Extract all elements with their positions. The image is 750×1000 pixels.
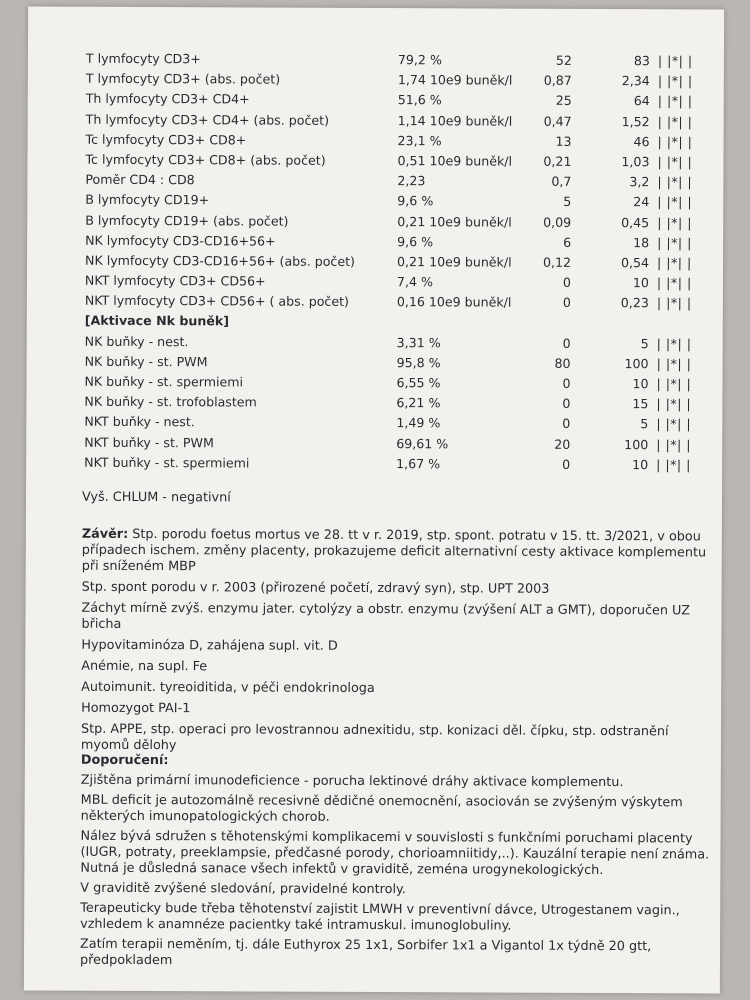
conclusion-item: Stp. APPE, stp. operaci pro levostrannou adnexitidu, stp. konizaci děl. čípku, stp. odstranění myomů dělohy [80,721,669,754]
ref-high: 83 [633,53,650,69]
ref-high: 1,52 [621,113,650,129]
ref-high: 0,54 [620,254,650,271]
ref-high: 10 [632,456,649,472]
range-flag: | |*| | [657,113,693,129]
recommendation-item: Zatím terapii neměním, tj. dále Euthyrox 25 1x1, Sorbifer 1x1 a Vigantol 1x týdně 20 gtt, předpokladem [79,936,652,969]
lab-row [84,452,704,475]
lab-row [86,109,706,132]
lab-row [85,170,705,193]
ref-high: 3,2 [629,174,650,190]
lab-value: 0,51 10e9 buněk/l [397,153,513,169]
lab-row [84,432,704,455]
lab-value: 1,74 10e9 buněk/l [397,72,513,88]
conclusion-intro [82,527,722,578]
lab-name: NK lymfocyty CD3-CD16+56+ (abs. počet) [85,252,356,269]
ref-high: 5 [640,335,649,351]
ref-high: 10 [632,376,649,392]
ref-high: 24 [633,194,650,210]
lab-name: NKT buňky - nest. [84,414,195,430]
range-flag: | |*| | [656,416,692,432]
ref-low: 80 [554,355,571,371]
lab-row [84,412,704,435]
ref-high: 15 [632,396,649,412]
ref-low: 0 [562,456,571,472]
ref-high: 64 [633,93,650,109]
recommendation-section [80,753,721,976]
chlum-result: Vyš. CHLUM - negativní [81,489,231,506]
ref-low: 0 [562,416,571,432]
ref-low: 0,87 [543,72,572,89]
lab-name: Th lymfocyty CD3+ CD4+ [85,91,250,107]
range-flag: | |*| | [656,356,692,372]
recommendation-item: MBL deficit je autozomálně recesivně dědičné onemocnění, asociován se zvýšeným výskytem některých imunopatologických chorob. [80,792,683,825]
range-flag: | |*| | [657,154,693,170]
lab-name: Tc lymfocyty CD3+ CD8+ (abs. počet) [85,151,326,168]
lab-row [85,271,705,294]
recommendation-label: Doporučení: [80,752,169,769]
lab-row [84,392,704,415]
lab-row [85,251,705,274]
conclusion-item: Záchyt mírně zvýš. enzymu jater. cytolýzy a obstr. enzymu (zvýšení ALT a GMT), doporučen UZ břicha [81,600,691,632]
lab-value: 51,6 % [397,92,442,108]
conclusion-item: Anémie, na supl. Fe [81,658,208,675]
lab-name: T lymfocyty CD3+ (abs. počet) [85,70,281,87]
range-flag: | |*| | [656,396,692,412]
lab-row [85,210,705,233]
ref-low: 20 [554,436,571,452]
lab-row [85,352,705,375]
recommendation-items [80,773,721,972]
lab-row [86,129,706,152]
range-flag: | |*| | [656,275,692,291]
lab-name: B lymfocyty CD19+ [85,192,210,208]
ref-high: 0,23 [620,295,649,311]
range-flag: | |*| | [656,456,691,473]
lab-value: 0,21 10e9 buněk/l [397,213,512,230]
ref-low: 0 [562,375,571,391]
lab-row [86,89,706,112]
range-flag: | |*| | [657,133,693,150]
lab-name: [Aktivace Nk buněk] [84,313,230,329]
range-flag: | |*| | [656,335,692,352]
lab-name: T lymfocyty CD3+ [85,50,201,67]
ref-low: 6 [563,234,572,250]
lab-value: 9,6 % [397,233,434,249]
conclusion-label: Závěr: [81,526,129,542]
lab-results-table [84,49,706,476]
lab-value: 1,14 10e9 buněk/l [397,112,513,129]
lab-name: NKT lymfocyty CD3+ CD56+ ( abs. počet) [84,292,349,310]
lab-value: 6,55 % [396,375,441,391]
lab-value: 0,21 10e9 buněk/l [397,253,512,270]
ref-low: 25 [555,93,572,109]
lab-value: 9,6 % [397,193,434,209]
ref-low: 13 [555,133,572,149]
lab-name: NK buňky - st. trofoblastem [84,393,257,410]
range-flag: | |*| | [657,174,693,190]
ref-high: 100 [624,436,649,452]
section-heading [85,311,705,334]
lab-row [85,230,705,253]
ref-high: 100 [624,355,649,372]
recommendation-item: Zjištěna primární imunodeficience - porucha lektinové dráhy aktivace komplementu. [80,772,624,791]
report-page [24,6,724,993]
lab-value: 79,2 % [397,52,442,68]
ref-low: 52 [555,52,572,68]
lab-row [85,331,705,354]
ref-low: 0 [562,295,571,311]
range-flag: | |*| | [656,436,692,452]
range-flag: | |*| | [656,295,692,311]
lab-value: 3,31 % [396,334,441,350]
ref-low: 5 [563,194,572,210]
lab-row [84,372,704,395]
ref-low: 0,47 [543,113,572,129]
range-flag: | |*| | [657,255,692,271]
ref-low: 0,12 [542,254,572,270]
range-flag: | |*| | [657,53,693,69]
lab-name: NKT buňky - st. PWM [84,434,214,450]
lab-row [85,190,705,213]
lab-name: NKT buňky - st. spermiemi [84,454,250,471]
conclusion-items [81,580,722,757]
lab-value: 7,4 % [396,274,433,290]
conclusion-section [81,527,722,762]
ref-high: 1,03 [621,154,650,170]
lab-row [85,291,705,314]
lab-name: NKT lymfocyty CD3+ CD56+ [84,272,266,289]
recommendation-item: Terapeuticky bude třeba těhotenství zajistit LMWH v preventivní dávce, Utrogestanem vagin., vzhledem k anamnéze pacientky také intramuskul. imunoglobuliny. [80,900,680,934]
range-flag: | |*| | [656,376,692,392]
lab-name: NK buňky - nest. [84,333,189,349]
range-flag: | |*| | [657,73,693,89]
lab-row [86,49,706,72]
conclusion-item: Stp. spont porodu v r. 2003 (přirozené početí, zdravý syn), stp. UPT 2003 [81,579,550,597]
lab-value: 23,1 % [397,132,442,149]
ref-low: 0 [562,274,571,290]
lab-value: 2,23 [397,173,426,189]
ref-high: 10 [632,275,649,291]
lab-name: Th lymfocyty CD3+ CD4+ (abs. počet) [85,111,330,128]
lab-name: B lymfocyty CD19+ (abs. počet) [85,212,289,229]
conclusion-intro-text: Stp. porodu foetus mortus ve 28. tt v r. 2019, stp. spont. potratu v 15. tt. 3/2021, v obou případech ischem. změny placenty, prokazujeme deficit alternativní cesty aktivace komplementu při sníženém MBP [81,526,707,575]
ref-high: 5 [640,416,649,432]
lab-value: 69,61 % [396,435,449,451]
lab-name: NK buňky - st. PWM [84,353,208,370]
recommendation-item: V graviditě zvýšené sledování, pravidelné kontroly. [80,880,406,898]
recommendation-item: Nález bývá sdružen s těhotenskými komplikacemi v souvislosti s funkčními poruchami placenty (IUGR, potraty, preeklampsie, předčasné porody, chorioamniitidy,..). Kauzální terapie není známa. Nutná je důsledná sanace všech infektů v graviditě, zeména urogynekologických. [80,828,710,879]
lab-name: Poměr CD4 : CD8 [85,171,195,188]
ref-high: 2,34 [621,73,650,89]
ref-high: 46 [633,133,650,149]
lab-row [85,150,705,173]
ref-low: 0,09 [543,214,572,230]
ref-high: 18 [633,234,650,250]
ref-low: 0 [562,396,571,412]
ref-low: 0,7 [551,173,572,189]
conclusion-item: Hypovitaminóza D, zahájena supl. vit. D [81,637,338,654]
lab-value: 1,67 % [396,455,441,472]
lab-value: 6,21 % [396,395,441,411]
range-flag: | |*| | [657,93,693,109]
lab-value: 0,16 10e9 buněk/l [396,294,512,310]
range-flag: | |*| | [657,194,693,210]
ref-low: 0,21 [543,153,572,169]
lab-name: NK buňky - st. spermiemi [84,373,244,390]
lab-row [86,69,706,92]
range-flag: | |*| | [657,214,693,230]
lab-name: Tc lymfocyty CD3+ CD8+ [85,131,247,148]
ref-low: 0 [562,335,571,351]
lab-value: 1,49 % [396,415,441,431]
conclusion-item: Homozygot PAI-1 [81,700,191,717]
lab-value: 95,8 % [396,354,441,371]
range-flag: | |*| | [657,234,692,251]
ref-high: 0,45 [621,214,650,230]
conclusion-item: Autoimunit. tyreoiditida, v péči endokrinologa [81,679,375,697]
lab-name: NK lymfocyty CD3-CD16+56+ [85,232,276,249]
